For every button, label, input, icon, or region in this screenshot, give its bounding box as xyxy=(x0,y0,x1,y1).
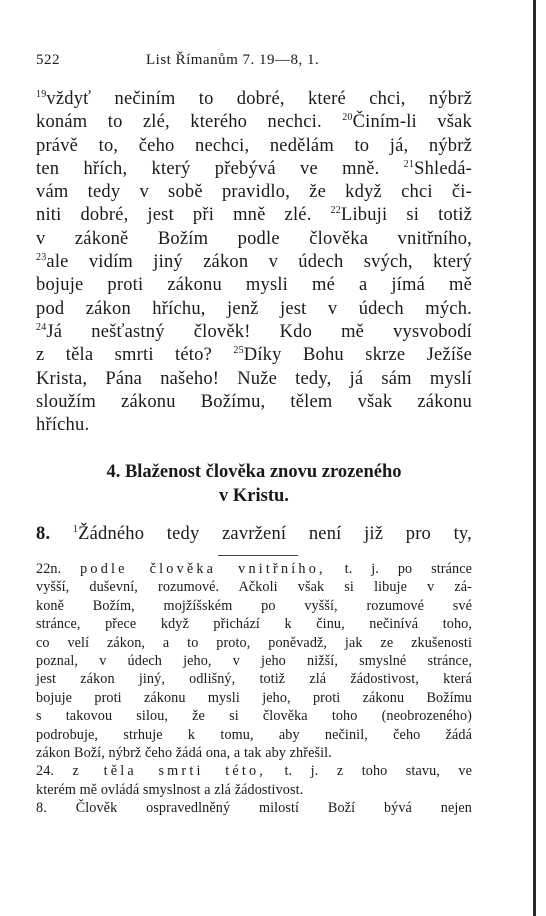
main-text xyxy=(36,88,472,437)
text-line xyxy=(36,670,472,688)
text-line xyxy=(36,615,472,633)
text-line xyxy=(36,321,472,344)
text-line xyxy=(36,204,472,227)
text-run: Člověk ospravedlněný milostí Boží bývá nejen xyxy=(75,800,472,817)
text-run: hříchu. xyxy=(36,415,90,436)
verse-number: 19 xyxy=(36,89,47,100)
verse-number: 21 xyxy=(403,158,415,170)
text-run: vám tedy v sobě pravidlo, že když chci či- xyxy=(36,182,472,203)
text-line xyxy=(36,707,472,725)
page-number: 522 xyxy=(36,52,60,68)
section-heading-line: v Kristu. xyxy=(219,486,289,506)
verse-number: 20 xyxy=(342,112,353,124)
text-line xyxy=(36,298,472,321)
text-line xyxy=(36,414,472,437)
text-run: jest zákon jiný, odlišný, totiž zlá žádostivost, která xyxy=(36,671,472,688)
text-line xyxy=(36,781,472,799)
verse-number: 22 xyxy=(330,205,341,217)
verse-number: 25 xyxy=(233,345,244,357)
text-run: 24. xyxy=(36,763,73,780)
text-run: niti dobré, jest při mně zlé. xyxy=(36,205,331,226)
text-run: pod zákon hříchu, jenž jest v údech mých. xyxy=(36,298,472,319)
running-title: List Římanům 7. 19—8, 1. xyxy=(146,52,320,68)
text-run: podrobuje, strhuje k tomu, aby nečinil, čeho žádá xyxy=(36,726,472,743)
text-run: Krista, Pána našeho! Nuže tedy, já sám myslí xyxy=(36,368,472,389)
chapter-number: 8. xyxy=(36,524,51,544)
text-line xyxy=(36,799,472,817)
text-line xyxy=(36,181,472,204)
section-heading-line: 4. Blaženost člověka znovu zrozeného xyxy=(106,462,402,482)
text-line xyxy=(36,88,472,111)
text-run: Díky Bohu skrze Ježíše xyxy=(243,345,472,366)
text-line xyxy=(36,762,472,780)
text-run: t. j. z toho stavu, ve xyxy=(266,763,472,780)
text-run: 8. xyxy=(36,800,76,817)
text-line xyxy=(36,111,472,134)
text-line xyxy=(36,560,472,578)
chapter-start xyxy=(36,523,472,546)
text-line xyxy=(36,251,472,274)
verse-number: 23 xyxy=(36,252,47,264)
page-edge-shadow xyxy=(533,0,536,916)
text-run: sloužím zákonu Božímu, tělem však zákonu xyxy=(36,391,472,412)
text-run: t. j. po stránce xyxy=(325,561,473,577)
text-line xyxy=(36,135,472,158)
text-line xyxy=(36,158,472,181)
text-run: v zákoně Božím podle člověka vnitřního, xyxy=(36,228,472,249)
text-line xyxy=(36,652,472,670)
emphasized-text: z těla smrti této, xyxy=(72,763,267,780)
text-run: ten hřích, který přebývá ve mně. xyxy=(36,158,404,179)
text-run: kterém mě ovládá smyslnost a zlá žádostivost. xyxy=(36,781,304,798)
footnotes xyxy=(36,560,472,818)
text-run: vyšší, duševní, rozumové. Ačkoli však si libuje v zá- xyxy=(36,579,472,596)
text-line xyxy=(36,744,472,762)
text-line xyxy=(36,274,472,297)
text-line xyxy=(36,726,472,744)
text-line xyxy=(36,368,472,391)
text-line xyxy=(36,391,472,414)
text-run: konám to zlé, kteréhо nechci. xyxy=(36,112,343,133)
text-run: ale vidím jiný zákon v údech svých, který xyxy=(46,252,472,273)
text-run: bojuje proti zákonu mysli jeho, proti zákonu Božímu xyxy=(36,689,472,706)
text-run: vždyť nečiním to dobré, které chci, nýbrž xyxy=(46,89,472,109)
text-run: poznal, v údech jeho, v jeho nižší, smyslné stránce, xyxy=(36,653,472,670)
text-run: Shledá- xyxy=(414,158,472,179)
text-run: s takovou silou, že si člověka toho (neobrozeného) xyxy=(36,708,472,725)
text-run: bojuje proti zákonu mysli mé a jímá mě xyxy=(36,275,472,296)
footnote-divider xyxy=(218,555,298,556)
text-run: Činím-li však xyxy=(352,112,472,133)
text-run: zákon Boží, nýbrž čeho žádá ona, a tak aby zhřešil. xyxy=(36,745,332,762)
text-line xyxy=(36,344,472,367)
emphasized-text: podle člověka vnitřního, xyxy=(80,561,326,577)
text-line xyxy=(36,597,472,615)
text-run: 22n. xyxy=(36,561,81,577)
text-line xyxy=(36,634,472,652)
text-run: z těla smrti této? xyxy=(36,345,234,366)
verse-number: 24 xyxy=(36,321,47,333)
text-run: právě to, čeho nechci, nedělám to já, nýbrž xyxy=(36,135,472,156)
text-run: Já nešťastný člověk! Kdo mě vysvobodí xyxy=(46,321,472,342)
text-line xyxy=(36,689,472,707)
text-run: koně Božím, mojžíšském po vyšší, rozumové své xyxy=(36,597,472,614)
verse-number: 1 xyxy=(72,524,79,535)
text-line xyxy=(36,578,472,596)
text-run: co velí zákon, a to proto, poněvadž, jak ze zkušenosti xyxy=(36,634,472,651)
text-run: Libuji si totiž xyxy=(340,205,472,226)
text-run: stránce, přece když přichází k činu, nečinívá toho, xyxy=(36,616,472,633)
chapter-first-line xyxy=(36,523,472,546)
text-line xyxy=(36,228,472,251)
verse-text: Žádného tedy zavržení není již pro ty, xyxy=(78,524,473,544)
section-heading xyxy=(36,460,472,508)
